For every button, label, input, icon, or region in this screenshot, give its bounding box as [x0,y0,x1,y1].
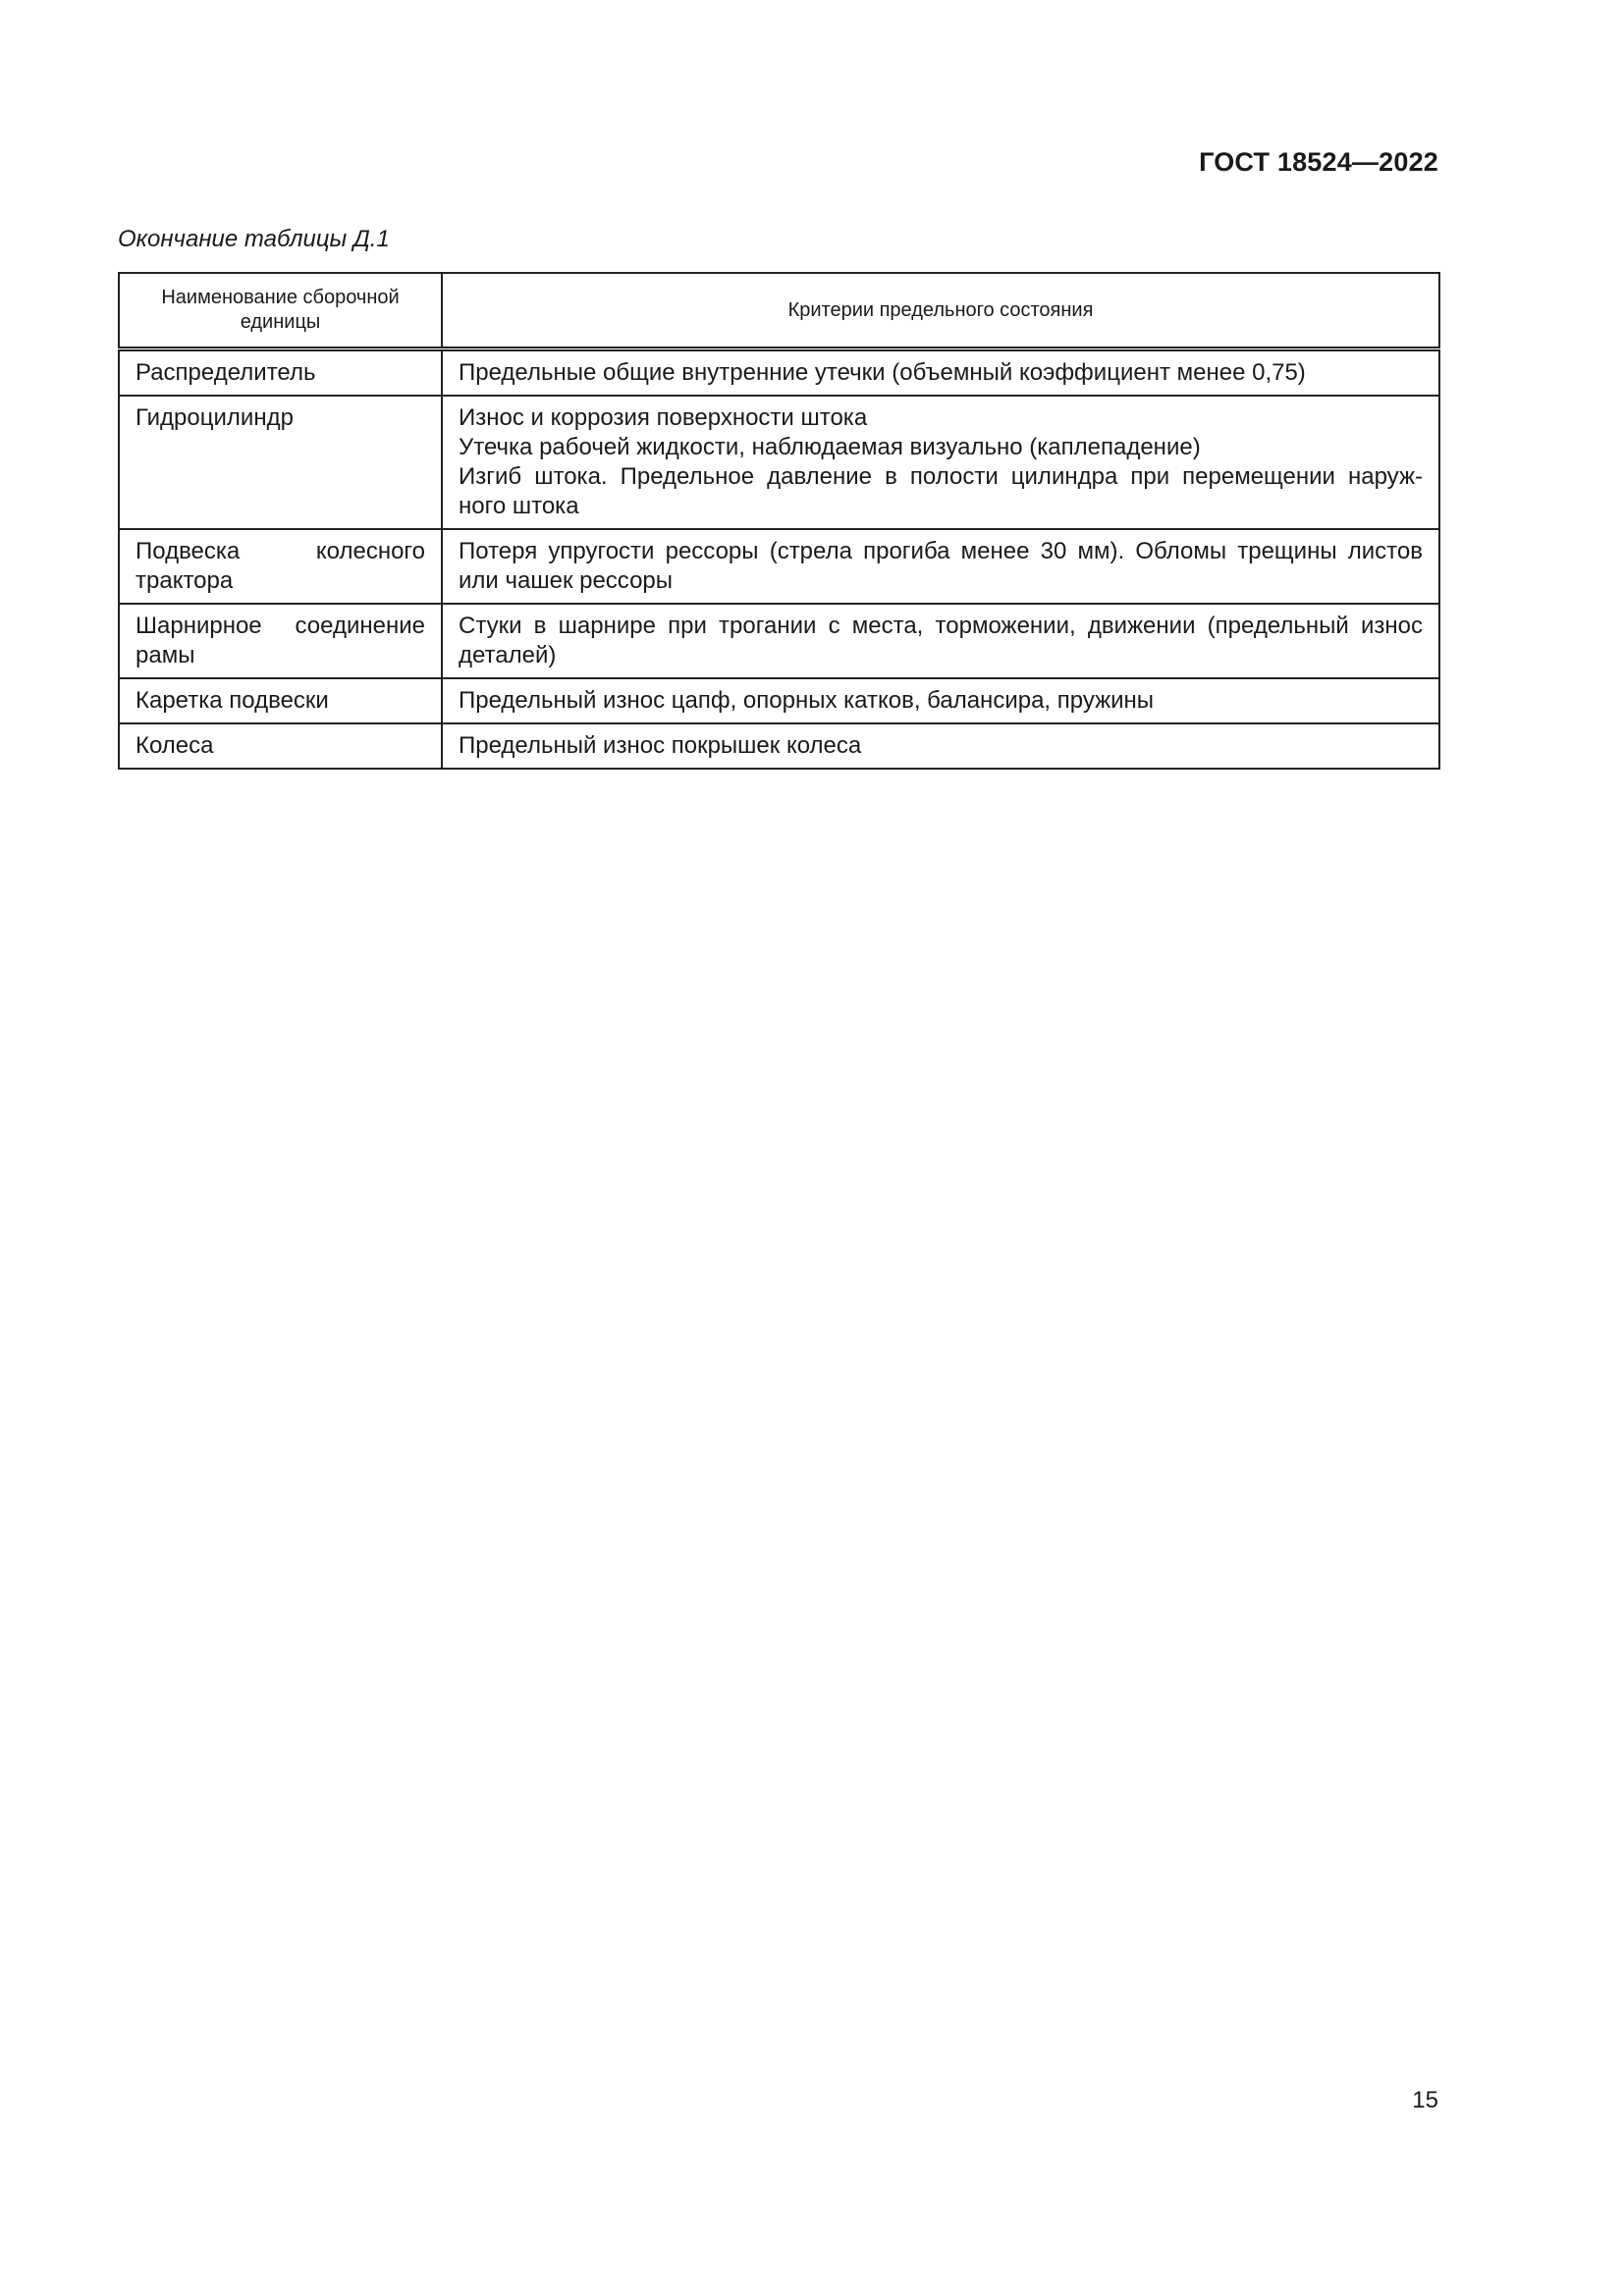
criteria-cell: Потеря упругости рессоры (стрела прогиба менее 30 мм). Обломы трещины листов или чашек рессоры [442,529,1439,604]
unit-cell: Подвеска колесного трактора [119,529,442,604]
table-row [119,529,1439,604]
criteria-cell [442,396,1439,529]
unit-cell: Каретка подвески [119,678,442,723]
table-caption: Окончание таблицы Д.1 [118,226,390,252]
table-header-row [119,273,1439,349]
criteria-line: Изгиб штока. Предельное давление в полости цилиндра при перемещении наруж- [459,463,1423,490]
unit-cell: Гидроцилиндр [119,396,442,529]
criteria-cell: Предельные общие внутренние утечки (объемный коэффициент менее 0,75) [442,349,1439,397]
unit-cell: Колеса [119,723,442,769]
criteria-cell: Стуки в шарнире при трогании с места, торможении, движении (предельный износ деталей) [442,604,1439,678]
criteria-line: ного штока [459,493,579,519]
page-number: 15 [1412,2087,1438,2113]
table-row [119,349,1439,397]
criteria-line: Износ и коррозия поверхности штока [459,404,868,431]
table-row [119,678,1439,723]
document-standard-number: ГОСТ 18524—2022 [1199,147,1438,177]
criteria-cell: Предельный износ покрышек колеса [442,723,1439,769]
table-row [119,396,1439,529]
criteria-line: Утечка рабочей жидкости, наблюдаемая визуально (каплепадение) [459,434,1201,460]
unit-cell: Шарнирное соединение рамы [119,604,442,678]
column-header-criteria: Критерии предельного состояния [442,273,1439,349]
table-row [119,723,1439,769]
unit-cell: Распределитель [119,349,442,397]
criteria-table [118,272,1440,770]
criteria-cell: Предельный износ цапф, опорных катков, балансира, пружины [442,678,1439,723]
column-header-unit: Наименование сборочной единицы [119,273,442,349]
table-row [119,604,1439,678]
